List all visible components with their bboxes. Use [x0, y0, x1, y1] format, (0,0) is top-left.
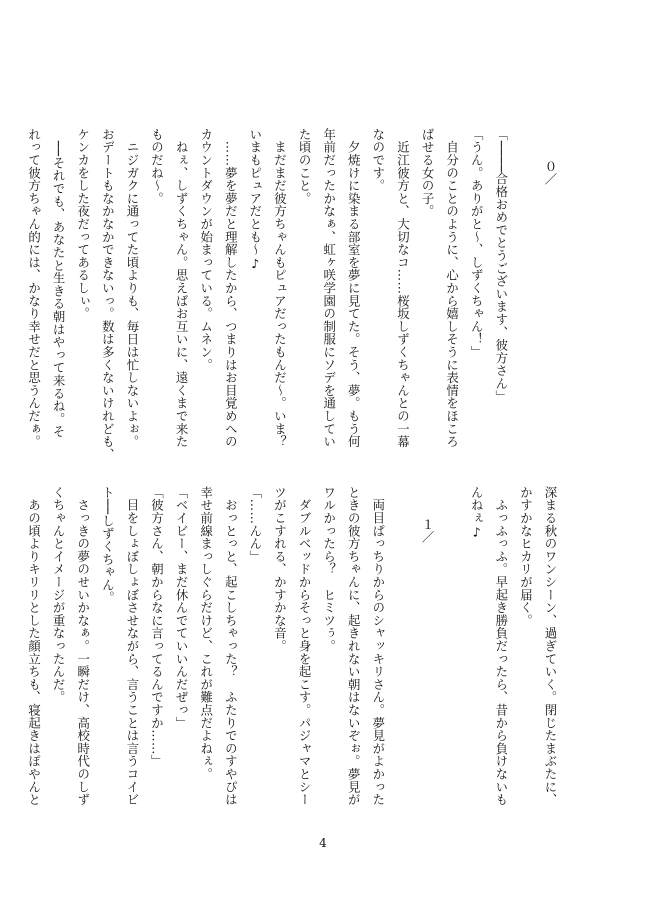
text-line: １／ [420, 518, 436, 544]
text-line: ０／ [543, 160, 558, 186]
text-line [390, 486, 415, 826]
text-line: ケンカをした夜だってあるしぃ。 [75, 128, 91, 320]
text-line: 「うん。ありがと〜、しずくちゃん！」 [469, 128, 485, 359]
text-line: 両目ぱっちりからのシャッキリさん。夢見がよかった [370, 486, 386, 806]
text-line: ダブルベッドからそっと身を起こす。パジャマとシー [297, 486, 313, 806]
text-line: カウントダウンが始まっている。ムネン。 [198, 128, 214, 372]
upper-text-block [21, 128, 562, 468]
text-line: 「彼方さん、朝からなに言ってるんですか……」 [149, 486, 165, 768]
page-number: 4 [319, 836, 327, 850]
text-line: くちゃんとイメージが重なったんだ。 [51, 486, 67, 704]
text-line [439, 486, 464, 826]
text-line: 「ベイビー、まだ休んでていいんだぜっ」 [174, 486, 190, 730]
text-line: ときの彼方ちゃんに、起きれない朝はないぞぉ。夢見が [346, 486, 362, 806]
text-line: 「────合格おめでとうございます、彼方さん」 [493, 128, 509, 403]
text-line: なのです。 [370, 128, 386, 192]
text-line: あの頃よりキリリとした顔立ちも、寝起きはぽやんと [26, 486, 42, 806]
text-line: れって彼方ちゃん的には、かなり幸せだと思うんだぁ。 [26, 128, 42, 448]
text-line: まだまだ彼方ちゃんもピュアだったもんだ〜。いま？ [272, 128, 288, 448]
text-line: 夕焼けに染まる部室を夢に見てた。そう、夢。もう何 [346, 128, 362, 448]
text-line: 近江彼方と、大切なコ……桜坂しずくちゃんとの一幕 [395, 128, 411, 448]
text-line: おっとっと、起こしちゃった？ ふたりでのすやぴは [223, 486, 239, 806]
text-line: 「……んん」 [247, 486, 263, 563]
text-line: ワルかったら？ ヒミツぅ。 [321, 486, 337, 653]
text-line: かすかなヒカリが届く。 [518, 486, 534, 627]
lower-text-block [21, 486, 562, 826]
text-line: ニジガクに通ってた頃よりも、毎日は忙しないよぉ。 [124, 128, 140, 448]
text-line: ばせる女の子。 [420, 128, 436, 218]
text-line [513, 128, 538, 468]
text-line: んねぇ♪ [469, 486, 485, 540]
text-line: ──それでも、あなたと生きる朝はやって来るね。そ [51, 128, 67, 439]
text-line: さっきの夢のせいかなぁ。一瞬だけ、高校時代のしず [75, 486, 91, 806]
text-line: 幸せ前線まっしぐらだけど、これが難点だよねぇ。 [198, 486, 214, 781]
text-line: 年前だったかなぁ、虹ヶ咲学園の制服にソデを通してい [321, 128, 337, 448]
text-line: ねぇ、しずくちゃん。思えばお互いに、遠くまで来た [174, 128, 190, 448]
text-line: ……夢を夢だと理解したから、つまりはお目覚めへの [223, 128, 239, 448]
text-line: おデートもなかなかできないっ。数は多くないけれども、 [100, 128, 116, 461]
text-line: いまもピュアだとも〜♪ [247, 128, 263, 272]
text-line: ト──しずくちゃん。 [100, 486, 116, 605]
text-line: 自分のことのように、心から嬉しそうに表情をほころ [444, 128, 460, 448]
text-line: 深まる秋のワンシーン、過ぎていく。閉じたまぶたに、 [543, 486, 558, 806]
text-line: ものだね〜。 [149, 128, 165, 205]
text-line: 目をしょぼしょぼさせながら、言うことは言うコイビ [124, 486, 140, 806]
text-line: た頃のこと。 [297, 128, 313, 205]
text-line: ふっふっふ。早起き勝負だったら、昔から負けないも [493, 486, 509, 806]
text-line: ツがこすれる、かすかな音。 [272, 486, 288, 653]
